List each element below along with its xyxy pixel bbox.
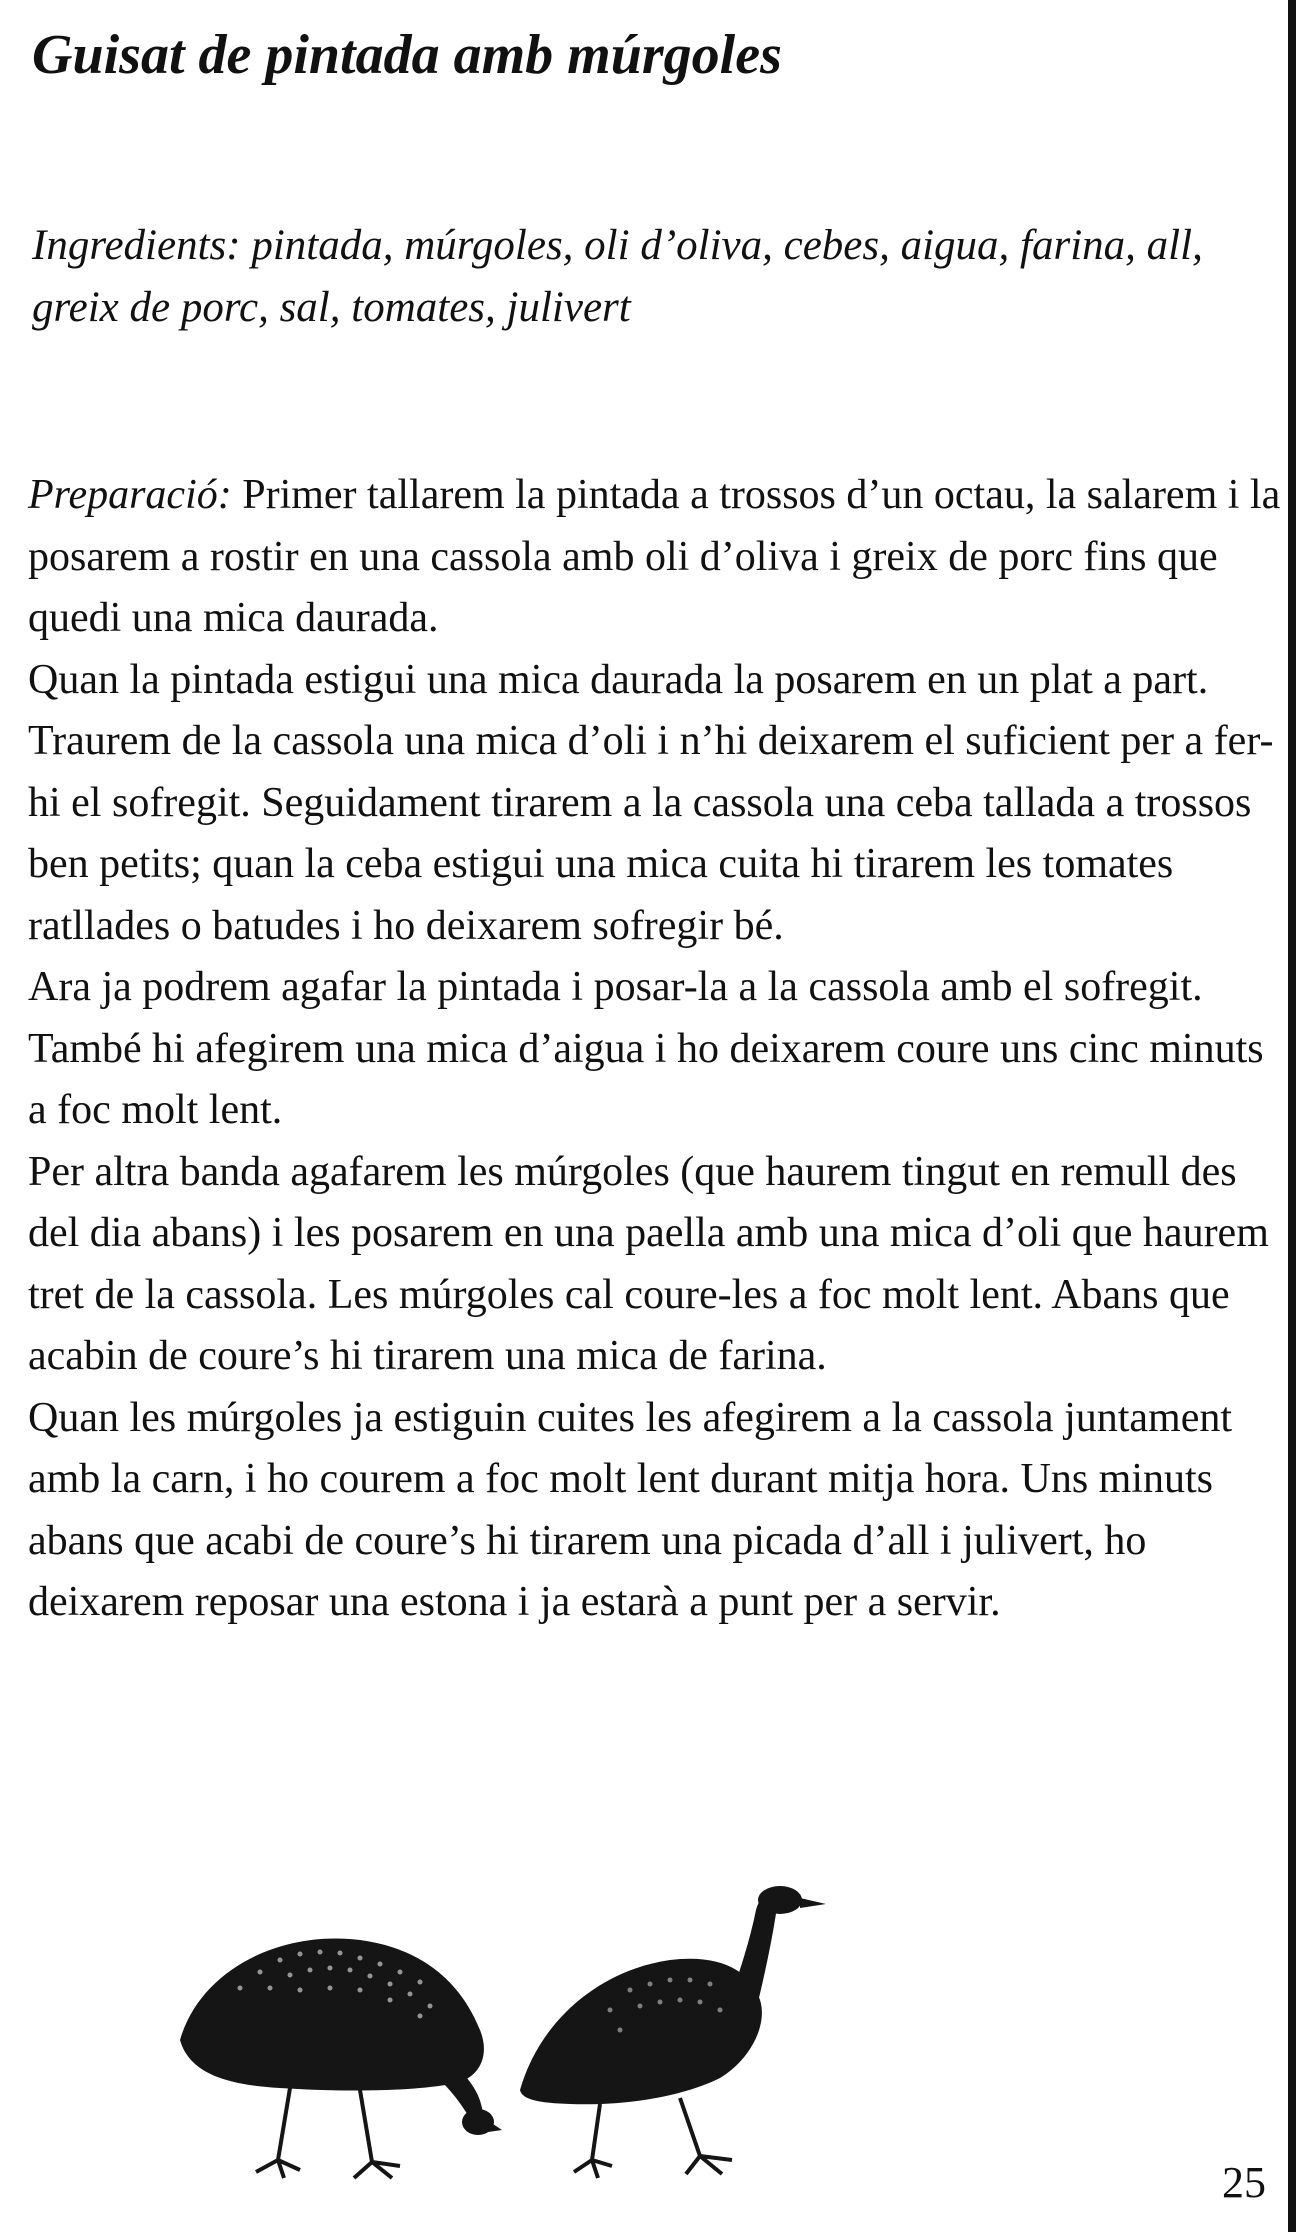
preparation-paragraph-3: Ara ja podrem agafar la pintada i posar-la a la cassola amb el sofregit. També hi afegirem una mica d’aigua i ho deixarem coure uns cinc minuts a foc molt lent. <box>28 964 1264 1133</box>
preparation-paragraph-1 <box>28 465 1286 650</box>
recipe-title: Guisat de pintada amb múrgoles <box>32 24 782 86</box>
guinea-fowl-left <box>180 1938 502 2178</box>
preparation-paragraph-5: Quan les múrgoles ja estiguin cuites les afegirem a la cassola juntament amb la carn, i ho courem a foc molt lent durant mitja hora. Uns minuts abans que acabi de coure’s hi tirarem una picada d’all i julivert, ho deixarem reposar una estona i ja estarà a punt per a servir. <box>28 1394 1233 1625</box>
page-number: 25 <box>1222 2158 1266 2207</box>
preparation-paragraph-4: Per altra banda agafarem les múrgoles (que haurem tingut en remull des del dia abans) i les posarem en una paella amb una mica d’oli que haurem tret de la cassola. Les múrgoles cal coure-les a foc molt lent. Abans que acabin de coure’s hi tirarem una mica de farina. <box>28 1148 1269 1379</box>
preparation-section <box>28 465 1286 1634</box>
ingredients-list: Ingredients: pintada, múrgoles, oli d’oliva, cebes, aigua, farina, all, greix de porc, sal, tomates, julivert <box>32 222 1203 331</box>
preparation-paragraph-2: Quan la pintada estigui una mica daurada la posarem en un plat a part. Traurem de la cassola una mica d’oli i n’hi deixarem el suficient per a fer-hi el sofregit. Seguidament tirarem a la cassola una ceba tallada a trossos ben petits; quan la ceba estigui una mica cuita hi tirarem les tomates ratllades o batudes i ho deixarem sofregir bé. <box>28 656 1274 949</box>
guinea-fowl-right <box>520 1886 826 2178</box>
preparation-text-1: Primer tallarem la pintada a trossos d’un octau, la salarem i la posarem a rostir en una cassola amb oli d’oliva i greix de porc fins que quedi una mica daurada. <box>28 472 1281 641</box>
preparation-label: Preparació: <box>28 472 232 518</box>
page-edge-border <box>1288 0 1296 2232</box>
guinea-fowl-illustration <box>160 1860 940 2220</box>
